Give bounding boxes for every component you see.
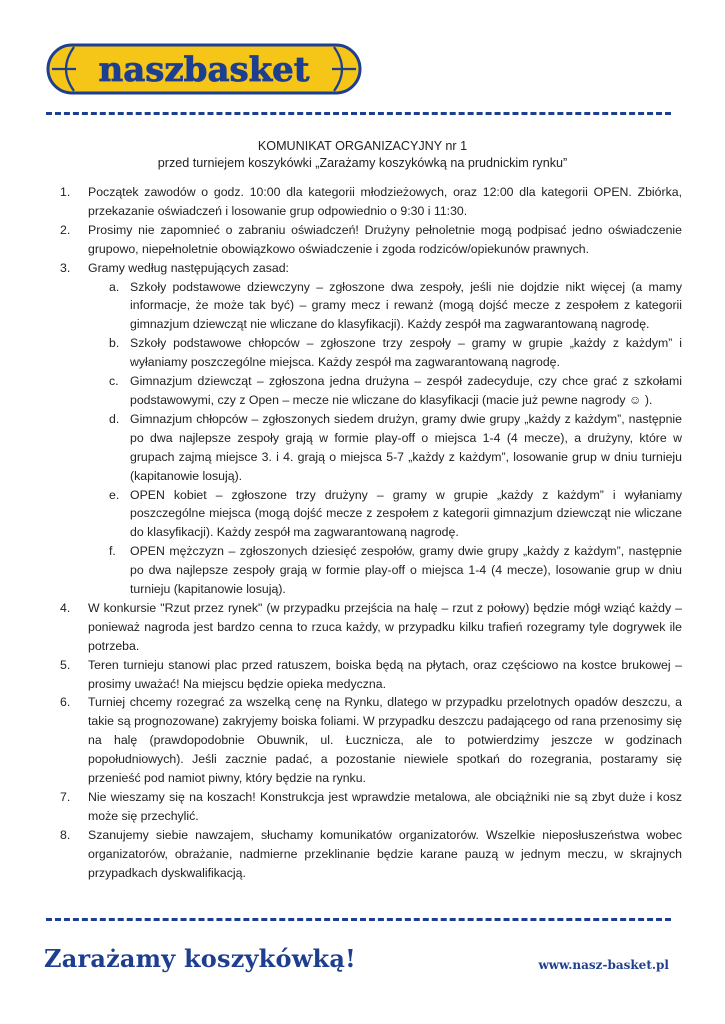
list-item (60, 693, 682, 788)
item-number: 7. (60, 790, 71, 804)
item-text: Szanujemy siebie nawzajem, słuchamy komunikatów organizatorów. Wszelkie nieposłuszeństwa wobec organizatorów, obrażanie, nadmierne przeklinanie będzie karane pauzą w jednym meczu, w skrajnych przypadkach dyskwalifikacją. (88, 827, 682, 880)
item-text: Gramy według następujących zasad: (88, 260, 289, 275)
item-number: 3. (60, 260, 71, 275)
sub-list-item (60, 542, 682, 599)
sub-item-text: Gimnazjum dziewcząt – zgłoszona jedna drużyna – zespół zadecyduje, czy chce grać z szkołami podstawowymi, czy z Open – mecze nie wliczane do klasyfikacji (macie już pewne nagrody ☺ ). (130, 374, 682, 407)
sub-item-text: Szkoły podstawowe dziewczyny – zgłoszone dwa zespoły, jeśli nie dojdzie nikt więcej (a mamy informacje, że może tak być) – gramy mecz i rewanż (mogą dojść mecze z zespołem z kategorii gimnazjum dziewcząt nie wliczane do klasyfikacji). Każdy zespół ma zagwarantowaną nagrodę. (130, 279, 682, 332)
sub-item-letter: b. (109, 336, 120, 351)
footer-slogan: Zarażamy koszykówką! (44, 944, 356, 973)
sub-list-item (60, 410, 682, 486)
sub-list-item (60, 372, 682, 410)
item-text: Nie wieszamy się na koszach! Konstrukcja jest wprawdzie metalowa, ale obciążniki nie są zbyt duże i kosz może się przechylić. (88, 790, 682, 823)
sub-list-item (60, 486, 682, 543)
sub-item-letter: a. (109, 279, 120, 294)
item-text: Turniej chcemy rozegrać za wszelką cenę na Rynku, dlatego w przypadku przelotnych opadów deszczu, a takie są prognozowane) zakryjemy boiska foliami. W przypadku deszczu padającego od rana przenosimy się na halę (prawdopodobnie Obuwnik, ul. Łucznicza, ale to potwierdzimy jeszcze w godzinach popołudniowych). Jeśli zacznie padać, a pozostanie niewiele spotkań do rozegrania, postaramy się przenieść pod namiot piwny, który będzie na rynku. (88, 695, 682, 786)
sub-item-letter: f. (109, 544, 116, 559)
bottom-dashed-divider (46, 918, 671, 921)
item-text: Początek zawodów o godz. 10:00 dla kategorii młodzieżowych, oraz 12:00 dla kategorii OPEN. Zbiórka, przekazanie oświadczeń i losowanie grup odpowiednio o 9:30 i 11:30. (88, 185, 682, 218)
list-item (60, 788, 682, 826)
sub-item-letter: e. (109, 487, 120, 502)
item-number: 8. (60, 827, 71, 842)
item-number: 6. (60, 695, 71, 710)
sub-item-letter: c. (109, 374, 119, 389)
item-text: Teren turnieju stanowi plac przed ratuszem, boiska będą na płytach, oraz częściowo na kostce brukowej – prosimy uważać! Na miejscu będzie opieka medyczna. (88, 657, 682, 691)
list-item (60, 599, 682, 656)
item-number: 4. (60, 600, 71, 615)
footer-website-link[interactable]: www.nasz-basket.pl (538, 958, 669, 972)
list-item (60, 656, 682, 694)
naszbasket-logo (44, 42, 364, 96)
list-item (60, 259, 682, 278)
sub-item-text: Szkoły podstawowe chłopców – zgłoszone trzy zespoły – gramy w grupie „każdy z każdym” i wyłaniamy poszczególne miejsca. Każdy zespół ma zagwarantowaną nagrodę. (130, 336, 682, 370)
list-item (60, 183, 682, 221)
document-title: KOMUNIKAT ORGANIZACYJNY nr 1 (257, 139, 468, 153)
top-dashed-divider (46, 112, 671, 115)
sub-list-item (60, 278, 682, 335)
sub-item-text: OPEN kobiet – zgłoszone trzy drużyny – gramy w grupie „każdy z każdym” i wyłaniamy poszczególne miejsca (mogą dojść mecze z zespołem z kategorii gimnazjum dziewcząt nie wliczane do klasyfikacji). Każdy zespół ma zagwarantowaną nagrodę. (130, 487, 682, 540)
item-number: 2. (60, 222, 71, 237)
sub-item-text: OPEN mężczyzn – zgłoszonych dziesięć zespołów, gramy dwie grupy „każdy z każdym”, następnie po dwa najlepsze zespoły grają w formie play-off o miejsca 1-4 (4 mecze), losowanie grup w dniu turnieju (kapitanowie losują). (130, 544, 682, 597)
sub-item-text: Gimnazjum chłopców – zgłoszonych siedem drużyn, gramy dwie grupy „każdy z każdym”, następnie po dwa najlepsze zespoły grają w formie play-off o miejsca 1-4 (4 mecze), a drużyny, które w grupach zajmą miejsce 3. i 4. grają o miejsca 5-7 „każdy z każdym”, losowanie grup w dniu turnieju (kapitanowie losują). (130, 411, 682, 483)
document-subtitle: przed turniejem koszykówki „Zarażamy koszykówką na prudnickim rynku” (157, 156, 568, 170)
item-text: W konkursie "Rzut przez rynek" (w przypadku przejścia na halę – rzut z połowy) będzie mógł wziąć każdy – ponieważ nagroda jest bardzo cenna to rzuca każdy, w przypadku kilku trafień rozegramy tyle dogrywek ile potrzeba. (88, 600, 682, 653)
item-text: Prosimy nie zapomnieć o zabraniu oświadczeń! Drużyny pełnoletnie mogą podpisać jedno oświadczenie grupowo, niepełnoletnie obowiązkowo oświadczenie i zgoda rodziców/opiekunów prawnych. (88, 222, 682, 256)
item-number: 5. (60, 657, 71, 672)
item-number: 1. (60, 185, 71, 199)
logo-text: naszbasket (98, 50, 310, 90)
sub-list-item (60, 334, 682, 372)
rules-list (60, 183, 682, 883)
sub-item-letter: d. (109, 411, 120, 426)
list-item (60, 221, 682, 259)
list-item (60, 826, 682, 883)
